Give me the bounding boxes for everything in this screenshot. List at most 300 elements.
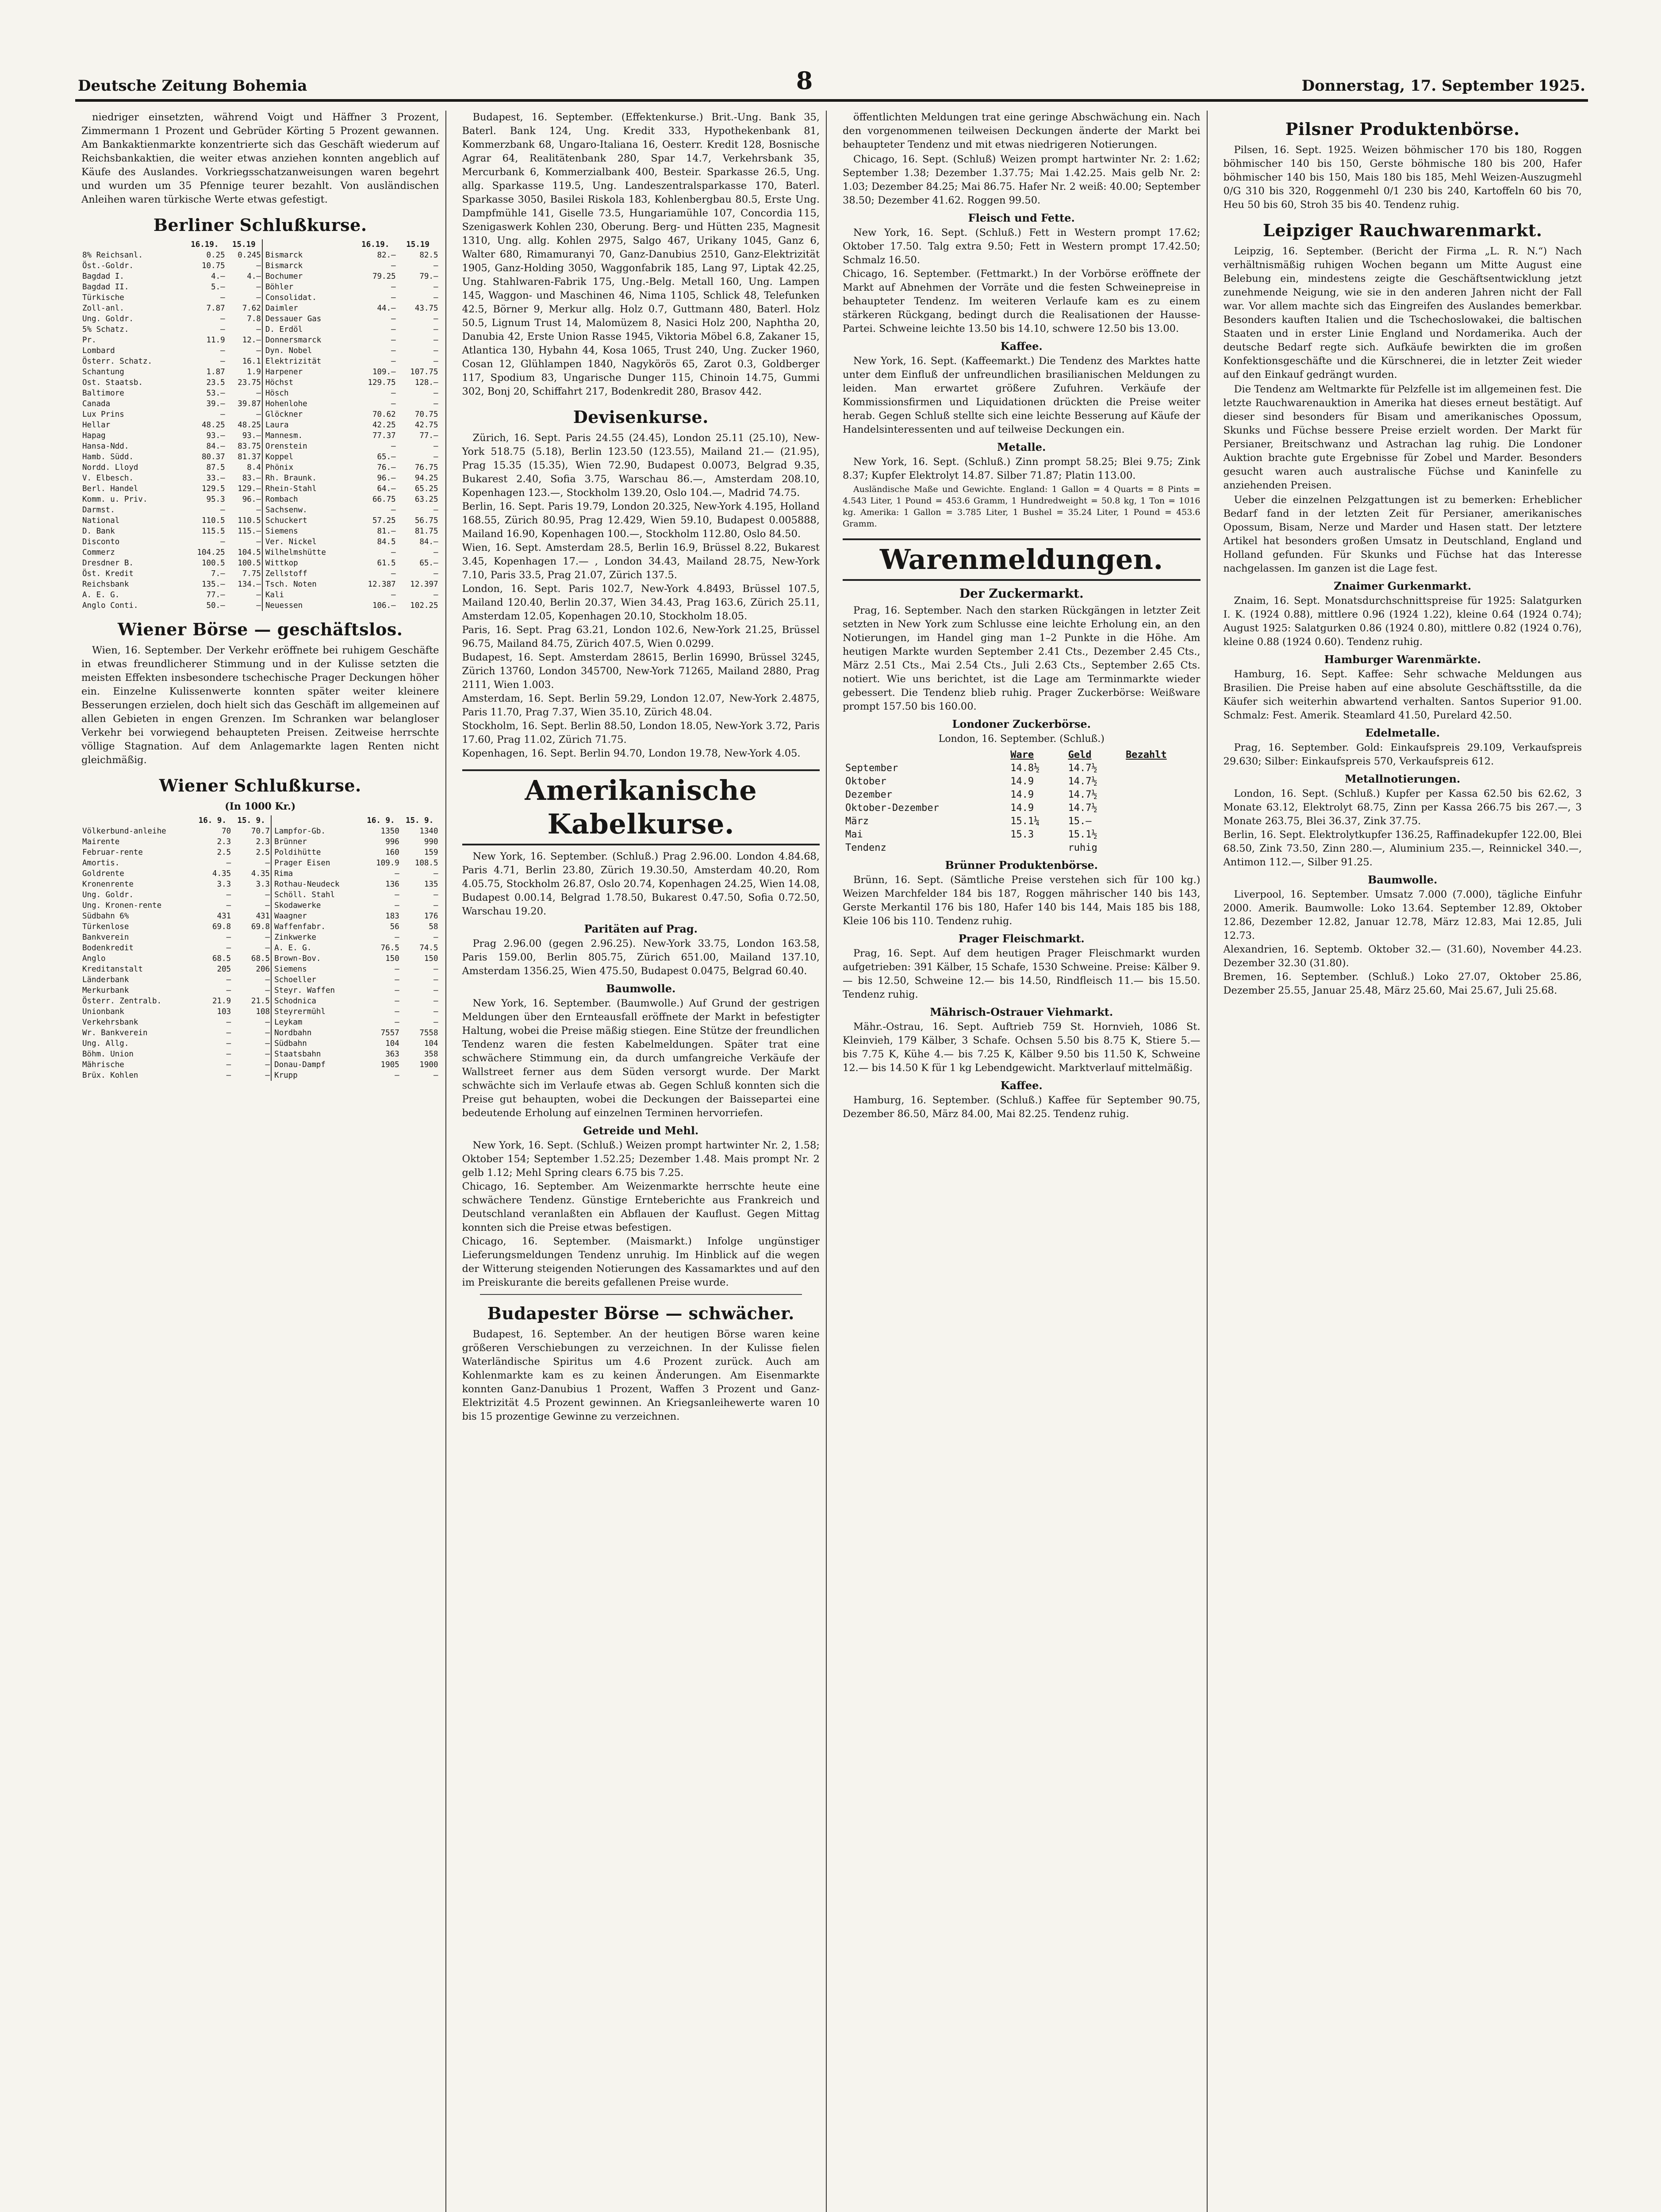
table-cell: 129.75	[368, 378, 396, 387]
table-cell: Anglo	[82, 954, 106, 963]
table-cell: 109.—	[372, 368, 396, 376]
table-cell: 12.387	[368, 580, 396, 589]
table-cell: Oktober-Dezember	[845, 803, 939, 814]
table-cell: 183	[385, 912, 399, 921]
table-cell: —	[220, 506, 225, 515]
table-cell: —	[395, 1018, 399, 1027]
table-cell: 56.75	[414, 516, 438, 525]
table-cell: 3.3	[217, 880, 231, 889]
table-cell: 23.5	[206, 378, 225, 387]
table-cell: —	[433, 453, 438, 461]
table-cell: 95.3	[206, 495, 225, 504]
table-cell: —	[395, 986, 399, 995]
table-cell: —	[395, 1071, 399, 1080]
table-cell: —	[433, 965, 438, 974]
table-cell: Ver. Nickel	[262, 537, 354, 547]
table-cell: Lux Prins	[82, 410, 124, 419]
table-cell: —	[395, 997, 399, 1006]
table-cell: Oktober	[845, 776, 886, 787]
table-cell: Öst. Kredit	[82, 569, 134, 578]
table-cell: —	[395, 933, 399, 942]
vienna-table-body	[81, 826, 439, 1081]
table-cell: 48.25	[202, 421, 225, 430]
table-cell: Pr.	[82, 336, 96, 345]
vienna-quotes-table	[81, 815, 439, 1081]
table-cell: —	[433, 293, 438, 302]
table-cell: —	[433, 891, 438, 899]
table-cell: 80.37	[202, 453, 225, 461]
masthead	[75, 66, 1588, 102]
table-cell: 21.5	[251, 997, 270, 1006]
table-cell: 82.—	[377, 251, 396, 260]
header-cell: 15.19	[406, 240, 430, 249]
table-cell: 70.62	[372, 410, 396, 419]
table-cell: —	[391, 346, 396, 355]
table-cell: 93.—	[206, 431, 225, 440]
table-cell: 84.—	[206, 442, 225, 451]
header-cell	[81, 239, 184, 250]
table-cell: Hansa-Ndd.	[82, 442, 129, 451]
table-cell: 14.9	[1010, 776, 1034, 787]
table-cell: —	[395, 965, 399, 974]
table-row	[81, 356, 439, 367]
table-cell: Türkische	[82, 293, 124, 302]
table-cell: Schantung	[82, 368, 124, 376]
table-cell: Disconto	[82, 538, 120, 546]
table-cell: Bagdad I.	[82, 272, 124, 281]
header-cell: 16.19.	[361, 240, 390, 249]
table-cell: —	[265, 1060, 270, 1069]
table-cell: 4.35	[212, 869, 231, 878]
table-cell: 2.5	[256, 848, 270, 857]
vienna-text: Wien, 16. September. Der Verkehr eröffnete bei ruhigem Geschäfte in etwas freundlicherer Stimmung und in der Kulisse setzten die meisten Effekten insbesondere tschechische Prager Deckungen höher ein. Einzelne Kulissenwerte konnten später weiter kleinere Besserungen erzielen, doch hielt sich das Geschäft im allgemeinen auf allen Gebieten in engen Grenzen. Im Schranken war belangloser Verkehr bei vorwiegend behaupteten Preisen. Zeitweise herrschte völlige Stagnation. Auf dem Anlagemarkte lagen Renten nicht gleichmäßig.	[81, 645, 439, 766]
table-cell: —	[265, 1029, 270, 1037]
table-row	[81, 943, 439, 953]
berlin-quotes-table	[81, 239, 439, 611]
table-cell: Neuessen	[262, 600, 354, 611]
masse-text: Ausländische Maße und Gewichte. England: 1 Gallon = 4 Quarts = 8 Pints = 4.543 Liter, 1 Pound = 453.6 Gramm, 1 Hundredweight = 50.8 kg, 1 Ton = 1016 kg. Amerika: 1 Gallon = 3.785 Liter, 1 Bushel = 35.24 Liter, 1 Pound = 453.6 Gramm.	[843, 484, 1201, 529]
table-cell: 61.5	[377, 559, 396, 568]
divider	[480, 1294, 802, 1295]
berlin-table-body	[81, 250, 439, 611]
table-cell	[1123, 775, 1201, 788]
table-cell: Siemens	[262, 526, 354, 537]
table-cell: —	[226, 1050, 231, 1059]
header-cell: Geld	[1068, 749, 1092, 760]
header-cell	[262, 239, 354, 250]
header-cell: Bezahlt	[1125, 749, 1167, 760]
table-cell: —	[226, 986, 231, 995]
kaffee2-heading: Kaffee.	[1000, 1079, 1043, 1092]
table-cell: Österr. Schatz.	[82, 357, 153, 366]
znaimer-heading: Znaimer Gurkenmarkt.	[1334, 580, 1472, 592]
table-cell: 115.5	[202, 527, 225, 536]
table-cell: Bankverein	[82, 933, 129, 942]
table-cell: Kali	[262, 590, 354, 600]
table-cell: —	[265, 1018, 270, 1027]
table-cell: 14.7½	[1068, 776, 1097, 787]
table-cell: Schodnica	[271, 996, 361, 1006]
table-cell: Prager Eisen	[271, 858, 361, 868]
table-cell: 1.9	[247, 368, 261, 376]
zucker-text: Prag, 16. September. Nach den starken Rückgängen in letzter Zeit setzten in New York zum Schlusse eine leichte Erholung ein, an den Notierungen, im Handel ging man 1–2 Punkte in die Höhe. Am heutigen Markte wurden September 2.41 Cts., Dezember 2.45 Cts., März 2.51 Cts., Mai 2.54 Cts., Juli 2.63 Cts., September 2.65 Cts. notiert. Wie uns berichtet, ist die Lage am Terminmarkte wieder gebessert. Die Tendenz blieb ruhig. Prager Zuckerbörse: Weißware prompt 157.50 bis 160.00.	[843, 605, 1201, 712]
vienna-heading: Wiener Börse — geschäftslos.	[118, 619, 403, 639]
table-cell: 5.—	[211, 283, 225, 292]
amerika-text: New York, 16. September. (Schluß.) Prag 2.96.00. London 4.84.68, Paris 4.71, Berlin 23.80, Zürich 19.30.50, Amsterdam 40.20, Rom 4.05.75, Stockholm 26.87, Oslo 20.74, Kopenhagen 24.25, Wien 14.08, Budapest 0.00.14, Belgrad 1.78.50, Bukarest 0.47.50, Sofia 0.72.50, Warschau 19.20.	[462, 851, 820, 917]
table-cell: 7557	[380, 1029, 399, 1037]
table-cell: Baltimore	[82, 389, 124, 398]
table-cell	[1123, 762, 1201, 775]
table-cell: A. E. G.	[82, 591, 120, 599]
table-cell: Ost. Staatsb.	[82, 378, 143, 387]
table-cell: Kreditanstalt	[82, 965, 143, 974]
berlin-table-header	[81, 239, 439, 250]
table-cell: —	[433, 325, 438, 334]
table-cell: —	[256, 410, 261, 419]
table-cell: Bochumer	[262, 271, 354, 282]
table-cell: Waffenfabr.	[271, 922, 361, 932]
vienna-close-heading: Wiener Schlußkurse.	[159, 776, 361, 795]
table-cell: ruhig	[1068, 842, 1097, 853]
kaffee2-text: Hamburg, 16. September. (Schluß.) Kaffee für September 90.75, Dezember 86.50, März 84.00, Mai 82.25. Tendenz ruhig.	[843, 1094, 1201, 1120]
tendenz-text: Die Tendenz am Weltmarkte für Pelzfelle ist im allgemeinen fest. Die letzte Rauchwarenauktion in Amerika hat dieses erneut bestätigt. Auf dieser sind besonders für Bisam und amerikanisches Opossum, Skunks und Füchse bessere Preise erzielt worden. Der Markt für Persianer, Breitschwanz und Astrachan lag ruhig. Die Londoner Auktion brachte gute Ergebnisse für Zobel und Marder. Besonders gesucht waren auch australische Füchse und Kaninfelle zu anziehenden Preisen.	[1223, 384, 1582, 491]
table-cell: —	[265, 901, 270, 910]
table-cell: Steyr. Waffen	[271, 985, 361, 996]
table-row	[81, 377, 439, 388]
table-cell: 431	[217, 912, 231, 921]
table-cell: —	[391, 315, 396, 323]
table-cell: 69.8	[212, 922, 231, 931]
table-cell: Glöckner	[262, 409, 354, 420]
table-cell: —	[265, 944, 270, 952]
table-cell: —	[433, 261, 438, 270]
table-cell: 108	[256, 1007, 270, 1016]
table-cell: 7558	[419, 1029, 438, 1037]
table-cell: —	[433, 548, 438, 557]
metalle-text: New York, 16. Sept. (Schluß.) Zinn prompt 58.25; Blei 9.75; Zink 8.37; Kupfer Elektrolyt 14.87. Silber 71.87; Platin 113.00.	[843, 456, 1201, 481]
table-cell: 8% Reichsanl.	[82, 251, 143, 260]
header-cell: 15.19	[232, 240, 256, 249]
table-cell: —	[256, 389, 261, 398]
table-cell: —	[433, 346, 438, 355]
table-cell: Ung. Goldr.	[82, 315, 134, 323]
table-cell: 84.5	[377, 538, 396, 546]
table-row	[81, 271, 439, 282]
london-sugar-table	[843, 749, 1201, 855]
table-cell: 2.3	[256, 837, 270, 846]
table-cell: 358	[424, 1050, 438, 1059]
table-cell: —	[256, 538, 261, 546]
table-row	[81, 879, 439, 890]
table-cell: 93.—	[242, 431, 261, 440]
table-cell: 150	[424, 954, 438, 963]
table-cell: 104	[385, 1039, 399, 1048]
table-cell: —	[391, 283, 396, 292]
table-cell: —	[391, 591, 396, 599]
znaimer-text: Znaim, 16. Sept. Monatsdurchschnittspreise für 1925: Salatgurken I. K. (1924 0.88), mittlere 0.96 (1924 1.22), kleine 0.64 (1924 0.74); August 1925: Salatgurken 0.86 (1924 0.80), mittlere 0.82 (1924 0.76), kleine 0.88 (1924 0.60). Tendenz ruhig.	[1223, 595, 1582, 648]
table-row	[81, 837, 439, 847]
table-cell: 87.5	[206, 463, 225, 472]
table-cell: 363	[385, 1050, 399, 1059]
table-cell: —	[265, 1039, 270, 1048]
table-cell: —	[395, 975, 399, 984]
table-cell: Wr. Bankverein	[82, 1029, 148, 1037]
table-cell: Wittkop	[262, 558, 354, 568]
table-cell: 110.5	[202, 516, 225, 525]
table-cell: Koppel	[262, 452, 354, 462]
table-cell: Mannesm.	[262, 430, 354, 441]
header-cell	[81, 815, 193, 826]
zucker-heading: Der Zuckermarkt.	[959, 586, 1084, 601]
table-cell: 70.75	[414, 410, 438, 419]
table-cell: 990	[424, 837, 438, 846]
table-cell: —	[433, 1007, 438, 1016]
table-cell: —	[433, 283, 438, 292]
table-cell: 14.8½	[1010, 763, 1040, 774]
table-row	[81, 388, 439, 399]
column-2	[456, 111, 827, 2212]
table-cell: Bodenkredit	[82, 944, 134, 952]
kaffee-text: New York, 16. Sept. (Kaffeemarkt.) Die Tendenz des Marktes hatte unter dem Einfluß der unfreundlichen brasilianischen Meldungen zu leiden. Man erwartet größere Zufuhren. Verkäufe der Kommissionsfirmen und Liquidationen drückten die Preise weiter herab. Gegen Schluß stellte sich eine leichte Besserung auf Käufe der Handelsinteressenten und auf teilweise Deckungen ein.	[843, 355, 1201, 435]
table-cell: 15.3	[1010, 829, 1034, 840]
table-cell: —	[433, 389, 438, 398]
table-cell: Zoll-anl.	[82, 304, 124, 313]
table-cell: Elektrizität	[262, 356, 354, 367]
table-cell	[1123, 815, 1201, 828]
table-cell: 8.4	[247, 463, 261, 472]
table-cell: 109.9	[376, 859, 399, 868]
table-row	[81, 484, 439, 494]
table-cell: 21.9	[212, 997, 231, 1006]
table-cell: 63.25	[414, 495, 438, 504]
table-cell: Ung. Kronen-rente	[82, 901, 162, 910]
header-cell: 16. 9.	[367, 816, 395, 825]
table-cell: 160	[385, 848, 399, 857]
table-cell: Zinkwerke	[271, 932, 361, 943]
table-cell: Verkehrsbank	[82, 1018, 138, 1027]
table-cell: 2.5	[217, 848, 231, 857]
table-cell: 104	[424, 1039, 438, 1048]
table-cell: Leykam	[271, 1017, 361, 1028]
table-cell: 102.25	[410, 601, 438, 610]
table-cell: 39.87	[238, 399, 261, 408]
table-cell: 7.87	[206, 304, 225, 313]
table-cell: 159	[424, 848, 438, 857]
table-cell: —	[433, 506, 438, 515]
table-cell: 56	[390, 922, 399, 931]
table-cell: —	[220, 346, 225, 355]
waren-heading: Warenmeldungen.	[843, 538, 1201, 581]
table-cell: Bismarck	[262, 250, 354, 261]
amerika-heading: Amerikanische Kabelkurse.	[462, 769, 820, 845]
table-cell: 83.—	[242, 474, 261, 483]
table-cell: Rothau-Neudeck	[271, 879, 361, 890]
table-cell: —	[391, 389, 396, 398]
table-cell: 4.—	[211, 272, 225, 281]
table-row	[81, 890, 439, 900]
table-cell: Bagdad II.	[82, 283, 129, 292]
table-cell	[1123, 841, 1201, 855]
table-cell: —	[220, 538, 225, 546]
table-row	[81, 1049, 439, 1060]
table-cell: —	[226, 891, 231, 899]
table-cell: —	[433, 442, 438, 451]
table-cell: Skodawerke	[271, 900, 361, 911]
table-cell: Kronenrente	[82, 880, 134, 889]
table-row	[81, 430, 439, 441]
table-cell: 106.—	[372, 601, 396, 610]
table-cell: —	[391, 336, 396, 345]
table-cell: 104.5	[238, 548, 261, 557]
table-cell: —	[256, 346, 261, 355]
table-cell: 103	[217, 1007, 231, 1016]
table-row	[81, 826, 439, 837]
metallnot-heading: Metallnotierungen.	[1345, 772, 1461, 785]
table-cell: Hösch	[262, 388, 354, 399]
table-cell: Ung. Goldr.	[82, 891, 134, 899]
table-cell: Schoeller	[271, 975, 361, 985]
table-cell: —	[433, 901, 438, 910]
pilsen-heading: Pilsner Produktenbörse.	[1285, 119, 1520, 139]
london-sugar-caption: London, 16. September. (Schluß.)	[938, 733, 1105, 745]
table-cell: 39.—	[206, 399, 225, 408]
table-cell: 14.9	[1010, 803, 1034, 814]
table-cell: Tsch. Noten	[262, 579, 354, 590]
table-cell: Böhler	[262, 282, 354, 292]
table-cell: 104.25	[197, 548, 225, 557]
devisen-text: Zürich, 16. Sept. Paris 24.55 (24.45), London 25.11 (25.10), New-York 518.75 (5.18), Berlin 123.50 (123.55), Mailand 21.— (21.95), Prag 15.35 (15.35), Wien 72.90, Budapest 0.0073, Belgrad 9.35, Bukarest 2.40, Sofia 3.75, Warschau 86.—, Amsterdam 208.10, Kopenhagen 123.—, Stockholm 139.20, Oslo 104.—, Madrid 74.75. Berlin, 16. Sept. Paris 19.79, London 20.325, New-York 4.195, Holland 168.55, Zürich 80.95, Prag 12.429, Wien 59.10, Budapest 0.005888, Mailand 16.90, Kopenhagen 100.—, Stockholm 112.80, Oslo 84.50. Wien, 16. Sept. Amsterdam 28.5, Berlin 16.9, Brüssel 8.22, Bukarest 3.45, Kopenhagen 17.— , London 34.43, Mailand 28.75, New-York 7.10, Paris 33.5, Prag 21.07, Zürich 137.5. London, 16. Sept. Paris 102.7, New-York 4.8493, Brüssel 107.5, Mailand 120.40, Berlin 20.37, Wien 34.43, Prag 163.6, Zürich 25.11, Amsterdam 12.05, Kopenhagen 20.10, Stockholm 18.05. Paris, 16. Sept. Prag 63.21, London 102.6, New-York 21.25, Brüssel 96.75, Mailand 84.75, Zürich 407.5, Wien 0.0299. Budapest, 16. Sept. Amsterdam 28615, Berlin 16990, Brüssel 3245, Zürich 13760, London 345700, New-York 71265, Mailand 2880, Prag 2111, Wien 1.003. Amsterdam, 16. Sept. Berlin 59.29, London 12.07, New-York 2.4875, Paris 11.70, Prag 7.37, Wien 35.10, Zürich 48.04. Stockholm, 16. Sept. Berlin 88.50, London 18.05, New-York 3.72, Paris 17.60, Prag 11.02, Zürich 71.75. Kopenhagen, 16. Sept. Berlin 94.70, London 19.78, New-York 4.05.	[462, 432, 820, 759]
fleisch-heading: Fleisch und Fette.	[968, 211, 1075, 224]
table-cell: Österr. Zentralb.	[82, 997, 162, 1006]
table-cell: —	[226, 1060, 231, 1069]
table-cell: Ung. Allg.	[82, 1039, 129, 1048]
table-cell: Harpener	[262, 367, 354, 377]
table-row	[81, 911, 439, 922]
metallnot-text: London, 16. Sept. (Schluß.) Kupfer per Kassa 62.50 bis 62.62, 3 Monate 63.12, Elektrolyt 68.75, Zinn per Kassa 266.75 bis 267.—, 3 Monate 263.75, Blei 36.37, Zink 37.75. Berlin, 16. Sept. Elektrolytkupfer 136.25, Raffinadekupfer 122.00, Blei 68.50, Zink 73.50, Zinn 280.—, Aluminium 235.—, Reinnickel 340.—, Antimon 112.—, Silber 91.25.	[1223, 788, 1582, 868]
table-cell: 205	[217, 965, 231, 974]
table-cell: 110.5	[238, 516, 261, 525]
table-row	[81, 409, 439, 420]
table-cell: —	[391, 548, 396, 557]
budapest-heading: Budapester Börse — schwächer.	[487, 1303, 794, 1323]
masthead-date: Donnerstag, 17. September 1925.	[1301, 77, 1585, 95]
header-cell: Ware	[1010, 749, 1034, 760]
table-cell: —	[226, 1039, 231, 1048]
table-cell: Öst.-Goldr.	[82, 261, 134, 270]
table-cell: —	[256, 325, 261, 334]
table-cell: Rhein-Stahl	[262, 484, 354, 494]
table-cell: —	[226, 975, 231, 984]
table-cell: —	[226, 1029, 231, 1037]
table-cell: 0.245	[238, 251, 261, 260]
table-cell: —	[433, 315, 438, 323]
table-cell: Februar-rente	[82, 848, 143, 857]
table-cell: Brown-Bov.	[271, 953, 361, 964]
table-cell: 68.5	[212, 954, 231, 963]
table-cell: —	[226, 944, 231, 952]
table-cell: 58	[429, 922, 438, 931]
table-cell: 1900	[419, 1060, 438, 1069]
table-cell: Bismarck	[262, 261, 354, 271]
column-1	[75, 111, 446, 2212]
table-cell: 81.37	[238, 453, 261, 461]
table-cell: 81.75	[414, 527, 438, 536]
header-cell: 15. 9.	[237, 816, 265, 825]
table-cell: Rombach	[262, 494, 354, 505]
table-cell: 74.5	[419, 944, 438, 952]
table-cell	[1123, 788, 1201, 802]
table-cell: 15.1½	[1068, 829, 1097, 840]
table-cell: Sachsenw.	[262, 505, 354, 515]
table-row	[81, 441, 439, 452]
table-cell	[1123, 828, 1201, 841]
table-row	[81, 996, 439, 1006]
baumwolle-heading: Baumwolle.	[606, 982, 676, 995]
table-cell: D. Erdöl	[262, 324, 354, 335]
table-cell: 2.3	[217, 837, 231, 846]
table-row	[81, 261, 439, 271]
table-row	[81, 590, 439, 600]
table-row	[81, 473, 439, 484]
table-cell: Darmst.	[82, 506, 115, 515]
table-cell: 96.—	[242, 495, 261, 504]
table-cell: 431	[256, 912, 270, 921]
table-cell: März	[845, 816, 869, 827]
table-cell: Völkerbund-anleihe	[82, 827, 166, 836]
metalle-heading: Metalle.	[997, 441, 1046, 453]
table-cell: 10.75	[202, 261, 225, 270]
table-cell: —	[226, 859, 231, 868]
table-cell: 57.25	[372, 516, 396, 525]
table-cell: —	[391, 442, 396, 451]
table-cell	[1008, 841, 1065, 855]
table-row	[81, 462, 439, 473]
table-cell: Rh. Braunk.	[262, 473, 354, 484]
table-cell: —	[265, 986, 270, 995]
table-cell: Hellar	[82, 421, 111, 430]
table-cell: Zellstoff	[262, 568, 354, 579]
pelz-text: Ueber die einzelnen Pelzgattungen ist zu bemerken: Erheblicher Bedarf fand in der letzten Zeit für Persianer, amerikanisches Opossum, Bisam, Nerze und Marder und Hasen statt. Der letztere Artikel hat besonders großen Umsatz in Deutschland, England und Holland gefunden. Für Skunks und Füchse hat das Interesse nachgelassen. Im ganzen ist die Lage fest.	[1223, 494, 1582, 574]
table-row	[81, 324, 439, 335]
table-cell: 1340	[419, 827, 438, 836]
vienna-close-subheading: (In 1000 Kr.)	[225, 801, 296, 812]
table-cell: 23.75	[238, 378, 261, 387]
table-cell: 79.25	[372, 272, 396, 281]
table-cell: Waagner	[271, 911, 361, 922]
table-cell: —	[256, 261, 261, 270]
effekten-text: Budapest, 16. September. (Effektenkurse.) Brit.-Ung. Bank 35, Baterl. Bank 124, Ung. Kredit 333, Hypothekenbank 81, Kommerzbank 68, Ungaro-Italiana 16, Oesterr. Kredit 128, Bosnische Agrar 64, Realitätenbank 280, Spar 14.7, Verkehrsbank 35, Mercurbank 6, Kommerzialbank 400, Besteir. Sparkasse 26.5, Ung. allg. Sparkasse 119.5, Ung. Landeszentralsparkasse 170, Baterl. Sparkasse 3050, Basilei Riskola 183, Kohlenbergbau 80.5, Erste Ung. Dampfmühle 141, Giselle 73.5, Hungariamühle 107, Concordia 115, Szenigaswerk Kohlen 230, Oberung. Berg- und Hütten 235, Magnesit 1310, Ung. allg. Kohlen 2975, Salgo 467, Urikany 1045, Ganz 6, Walter 680, Rimamuranyi 70, Ganz-Danubius 2510, Ganz-Elektrizität 1905, Ganz-Holding 3050, Waggonfabrik 185, Lang 97, Liptak 42.25, Ung. Stahlwaren-Fabrik 175, Ung.-Belg. Metall 160, Ung. Lampen 145, Waggon- und Maschinen 46, Nima 1105, Schlick 48, Telefunken 42.5, Börner 9, Merkur allg. Holz 0.7, Guttmann 480, Baterl. Holz 50.5, Lignum Trust 14, Malomüzem 8, Nasici Holz 200, Naphtha 20, Danubia 42, Erste Union Rasse 1945, Viktoria Möbel 6.8, Zakaner 15, Atlantica 130, Hybahn 44, Kosa 1065, Trust 240, Ung. Zucker 1960, Cosan 12, Glühlampen 1840, Nagykörös 65, Zarot 0.3, Goldberger 117, Spodium 83, Ungarische Dunger 115, Chinoin 14.75, Gummi 302, Bonj 20, Schiffahrt 217, Bodenkredit 280, Brasov 442.	[462, 111, 820, 397]
table-cell: 5% Schatz.	[82, 325, 129, 334]
chicago-text: Chicago, 16. Sept. (Schluß) Weizen prompt hartwinter Nr. 2: 1.62; September 1.38; Dezember 1.37.75; Mai 1.42.25. Mais gelb Nr. 2: 1.03; Dezember 84.25; Mai 86.75. Hafer Nr. 2 weiß: 40.00; September 38.50; Dezember 41.62. Roggen 99.50.	[843, 154, 1201, 206]
table-cell: Lampfor-Gb.	[271, 826, 361, 837]
table-cell: —	[433, 997, 438, 1006]
table-cell: Länderbank	[82, 975, 129, 984]
sugar-table-header	[843, 749, 1201, 762]
table-row	[81, 335, 439, 346]
london-sugar-heading: Londoner Zuckerbörse.	[952, 718, 1091, 730]
table-row	[81, 1070, 439, 1081]
table-cell: 12.—	[242, 336, 261, 345]
table-cell: —	[265, 891, 270, 899]
table-cell: 14.9	[1010, 789, 1034, 800]
table-cell: Südbahn	[271, 1038, 361, 1049]
table-cell: Schöll. Stahl	[271, 890, 361, 900]
table-row	[81, 547, 439, 558]
table-row	[81, 579, 439, 590]
table-row	[843, 762, 1201, 775]
table-cell: —	[226, 1071, 231, 1080]
header-cell: 15. 9.	[406, 816, 434, 825]
